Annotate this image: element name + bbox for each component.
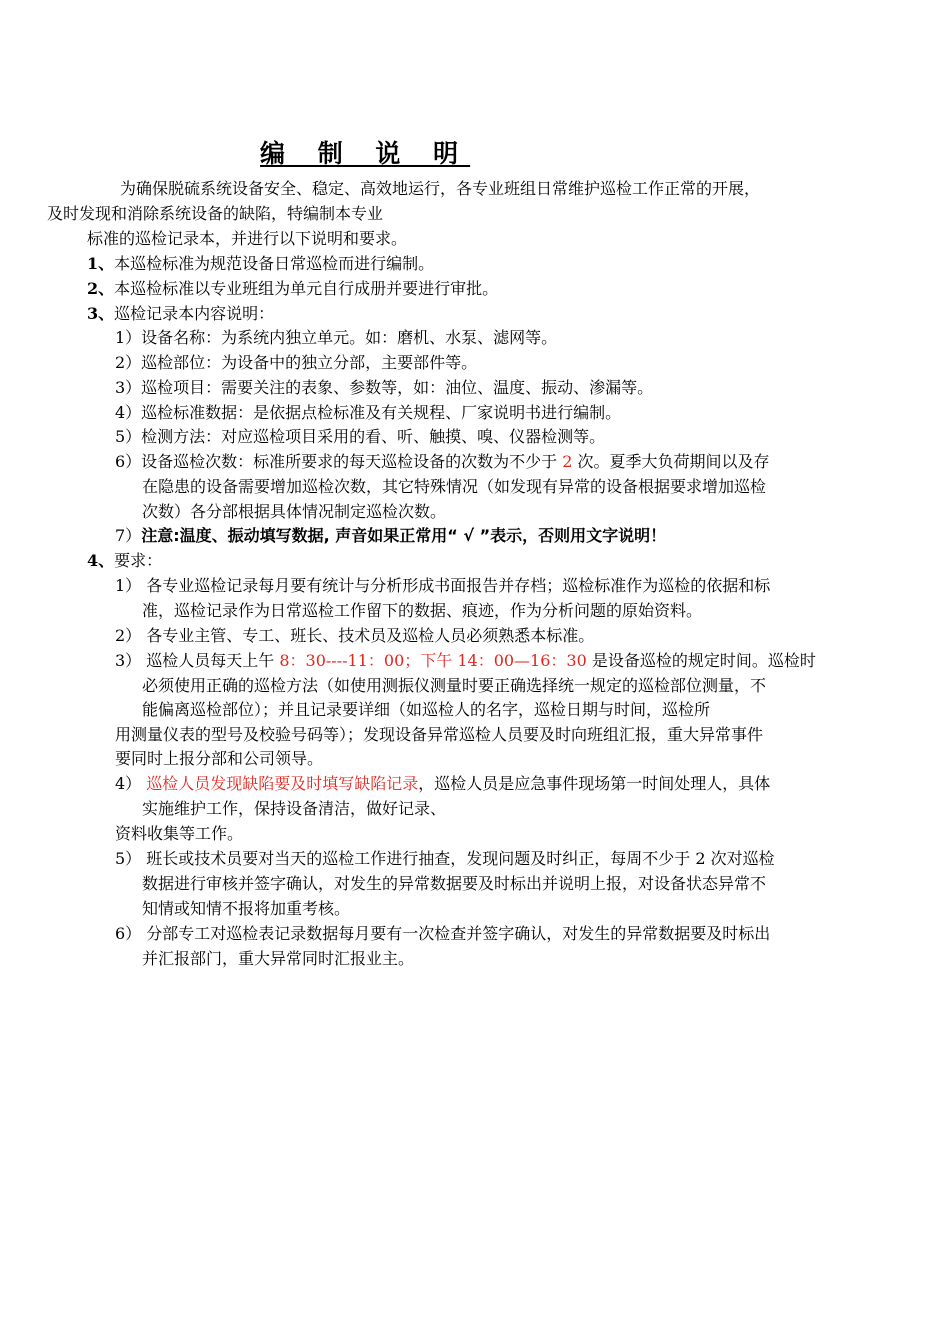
- section-3-item-2: 2）巡检部位：为设备中的独立分部，主要部件等。: [115, 353, 478, 372]
- section-3-item-6-text-a: 6）设备巡检次数：标准所要求的每天巡检设备的次数为不少于: [115, 452, 563, 471]
- section-1-number: 1、: [87, 254, 115, 273]
- section-4-req-4-text-a: 4）: [115, 774, 147, 793]
- section-4-req-1-line-2: 准，巡检记录作为日常巡检工作留下的数据、痕迹，作为分析问题的原始资料。: [142, 601, 703, 620]
- section-4-req-6-line-2: 并汇报部门，重大异常同时汇报业主。: [142, 949, 415, 968]
- section-2-text: 本巡检标准以专业班组为单元自行成册并要进行审批。: [114, 279, 499, 298]
- section-4-number: 4、: [87, 551, 115, 570]
- section-4-req-6-line-1: 6） 分部专工对巡检表记录数据每月要有一次检查并签字确认，对发生的异常数据要及时标出: [115, 924, 771, 943]
- section-3-item-4: 4）巡检标准数据：是依据点检标准及有关规程、厂家说明书进行编制。: [115, 403, 622, 422]
- section-3-item-7: [115, 523, 666, 548]
- section-3-item-6-line-2: 在隐患的设备需要增加巡检次数，其它特殊情况（如发现有异常的设备根据要求增加巡检: [142, 477, 767, 496]
- section-4-text: 要求：: [114, 551, 163, 570]
- section-4-req-1-line-1: 1） 各专业巡检记录每月要有统计与分析形成书面报告并存档；巡检标准作为巡检的依据和标: [115, 576, 771, 595]
- section-4-req-5-line-2: 数据进行审核并签字确认，对发生的异常数据要及时标出并说明上报，对设备状态异常不: [142, 874, 767, 893]
- section-4-req-3-line-3: 能偏离巡检部位）；并且记录要详细（如巡检人的名字，巡检日期与时间，巡检所: [142, 700, 711, 719]
- section-4-req-5-line-1: 5） 班长或技术员要对当天的巡检工作进行抽查，发现问题及时纠正，每周不少于 2 次对巡检: [115, 849, 775, 868]
- section-4: [87, 548, 162, 573]
- section-3-item-6-line-3: 次数）各分部根据具体情况制定巡检次数。: [142, 502, 447, 521]
- section-4-req-3-line-5: 要同时上报分部和公司领导。: [115, 749, 324, 768]
- section-4-req-4-text-b: ，巡检人员是应急事件现场第一时间处理人，具体: [418, 774, 771, 793]
- section-4-req-3-text-a: 3） 巡检人员每天上午: [115, 651, 280, 670]
- section-3-text: 巡检记录本内容说明：: [114, 304, 275, 323]
- section-3: [87, 301, 274, 326]
- section-4-req-5-line-3: 知情或知情不报将加重考核。: [142, 899, 351, 918]
- section-4-req-4-line-1: [115, 771, 770, 796]
- section-3-item-6-text-b: 次。夏季大负荷期间以及存: [572, 452, 770, 471]
- intro-line-1: 为确保脱硫系统设备安全、稳定、高效地运行，各专业班组日常维护巡检工作正常的开展，: [120, 179, 761, 198]
- section-3-item-6: [115, 449, 770, 474]
- intro-line-3: 标准的巡检记录本，并进行以下说明和要求。: [87, 229, 408, 248]
- section-4-req-3-time-red: 8：30----11：00；下午 14：00—16：30: [279, 651, 587, 670]
- document-title: 编 制 说 明: [260, 139, 471, 168]
- section-4-req-3-line-4: 用测量仪表的型号及校验号码等）；发现设备异常巡检人员要及时向班组汇报，重大异常事件: [115, 725, 764, 744]
- section-4-req-3-line-1: [115, 648, 816, 673]
- section-3-item-3: 3）巡检项目：需要关注的表象、参数等，如：油位、温度、振动、渗漏等。: [115, 378, 654, 397]
- section-4-req-4-red-text: 巡检人员发现缺陷要及时填写缺陷记录: [146, 774, 419, 793]
- section-1: [87, 251, 434, 276]
- section-3-item-7-prefix: 7）: [115, 526, 142, 545]
- section-4-req-4-line-2: 实施维护工作，保持设备清洁，做好记录、: [142, 799, 447, 818]
- section-4-req-3-text-b: 是设备巡检的规定时间。巡检时: [586, 651, 816, 670]
- section-3-number: 3、: [87, 304, 115, 323]
- section-4-req-4-line-3: 资料收集等工作。: [115, 824, 244, 843]
- section-4-req-2-line-1: 2） 各专业主管、专工、班长、技术员及巡检人员必须熟悉本标准。: [115, 626, 595, 645]
- section-3-item-7-note: 注意:温度、振动填写数据, 声音如果正常用“ √ ”表示，否则用文字说明！: [141, 526, 667, 545]
- section-1-text: 本巡检标准为规范设备日常巡检而进行编制。: [114, 254, 435, 273]
- section-3-item-5: 5）检测方法：对应巡检项目采用的看、听、触摸、嗅、仪器检测等。: [115, 427, 606, 446]
- section-3-item-1: 1）设备名称：为系统内独立单元。如：磨机、水泵、滤网等。: [115, 328, 558, 347]
- intro-line-2: 及时发现和消除系统设备的缺陷，特编制本专业: [47, 204, 384, 223]
- section-2: [87, 276, 498, 301]
- section-4-req-3-line-2: 必须使用正确的巡检方法（如使用测振仪测量时要正确选择统一规定的巡检部位测量，不: [142, 676, 767, 695]
- section-3-item-6-red-count: 2: [562, 452, 573, 471]
- section-2-number: 2、: [87, 279, 115, 298]
